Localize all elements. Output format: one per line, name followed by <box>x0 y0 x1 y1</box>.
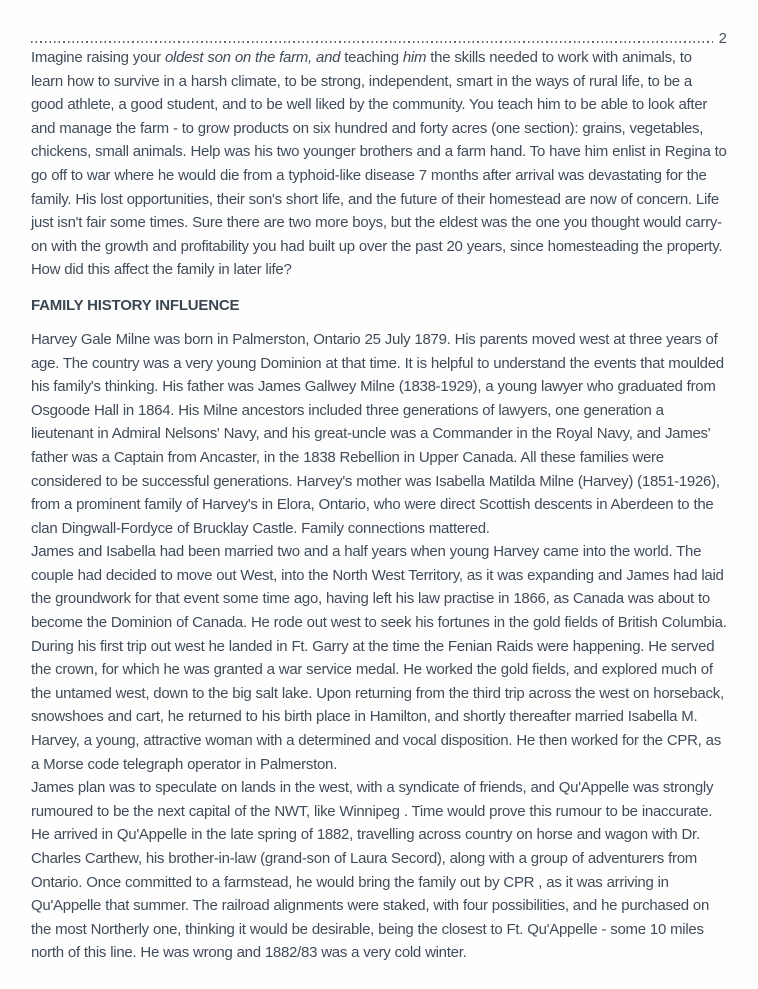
intro-text-segment: the skills needed to work with animals, to learn how to survive in a harsh climate, to be strong, independent, smart in the ways of rural life, to be a good athlete, a good student, and to be well liked by the community. You teach him to be able to look after and manage the farm - to grow products on six hundred and forty acres (one section): grains, vegetables, chickens, small animals. Help was his two younger brothers and a farm hand. To have him enlist in Regina to go off to war where he would die from a typhoid-like disease 7 months after arrival was devastating for the family. His lost opportunities, their son's short life, and the future of their homestead are now of concern. Life just isn't fair some times. Sure there are two more boys, but the eldest was the one you thought would carry-on with the growth and profitability you had built up over the past 20 years, since homesteading the property. How did this affect the family in later life? <box>31 49 727 279</box>
paragraph-james-plan: James plan was to speculate on lands in the west, with a syndicate of friends, and Qu'Appelle was strongly rumoured to be the next capital of the NWT, like Winnipeg . Time would prove this rumour to be inaccurate. He arrived in Qu'Appelle in the late spring of 1882, travelling across country on horse and wagon with Dr. Charles Carthew, his brother-in-law (grand-son of Laura Secord), along with a group of adventurers from Ontario. Once committed to a farmstead, he would bring the family out by CPR , as it was arriving in Qu'Appelle that summer. The railroad alignments were staked, with four possibilities, and he purchased on the most Northerly one, thinking it would be desirable, being the closest to Ft. Qu'Appelle - some 10 miles north of this line. He was wrong and 1882/83 was a very cold winter. <box>31 779 714 962</box>
dotted-leader-line <box>31 40 713 43</box>
paragraph-james-isabella: James and Isabella had been married two and a half years when young Harvey came into the world. The couple had decided to move out West, into the North West Territory, as it was expanding and James had laid the groundwork for that event some time ago, having left his law practise in 1866, as Canada was about to become the Dominion of Canada. He rode out west to seek his fortunes in the gold fields of British Columbia. During his first trip out west he landed in Ft. Garry at the time the Fenian Raids were happening. He served the crown, for which he was granted a war service medal. He worked the gold fields, and explored much of the untamed west, down to the big salt lake. Upon returning from the third trip across the west on horseback, snowshoes and cart, he returned to his birth place in Hamilton, and shortly thereafter married Isabella M. Harvey, a young, attractive woman with a determined and vocal disposition. He then worked for the CPR, as a Morse code telegraph operator in Palmerston. <box>31 543 727 773</box>
intro-text-segment: teaching <box>340 49 403 66</box>
intro-italic-segment: oldest son on the farm, and <box>164 49 341 66</box>
page-number: 2 <box>718 30 727 47</box>
intro-paragraph <box>31 46 727 282</box>
intro-italic-segment: him <box>402 49 427 66</box>
section-heading: FAMILY HISTORY INFLUENCE <box>31 296 240 314</box>
intro-text-segment: Imagine raising your <box>31 49 165 66</box>
paragraph-family-history: Harvey Gale Milne was born in Palmerston, Ontario 25 July 1879. His parents moved west at three years of age. The country was a very young Dominion at that time. It is helpful to understand the events that moulded his family's thinking. His father was James Gallwey Milne (1838-1929), a young lawyer who graduated from Osgoode Hall in 1864. His Milne ancestors included three generations of lawyers, one generation a lieutenant in Admiral Nelsons' Navy, and his great-uncle was a Commander in the Royal Navy, and James' father was a Captain from Ancaster, in the 1838 Rebellion in Upper Canada. All these families were considered to be successful generations. Harvey's mother was Isabella Matilda Milne (Harvey) (1851-1926), from a prominent family of Harvey's in Elora, Ontario, who were direct Scottish descents in Aberdeen to the clan Dingwall-Fordyce of Brucklay Castle. Family connections mattered. <box>31 330 724 537</box>
page-header <box>31 24 727 46</box>
